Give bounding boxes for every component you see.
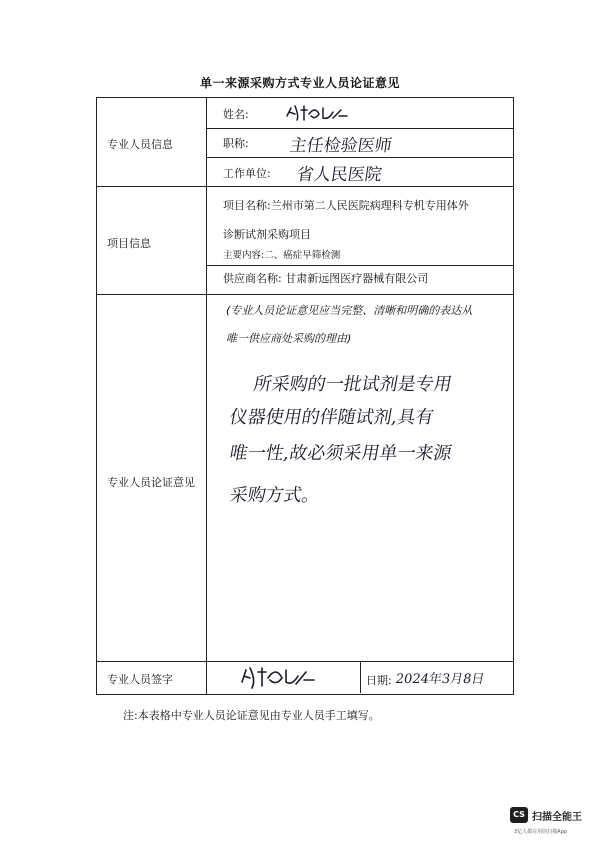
sub-row-divider [206, 157, 513, 158]
row-divider [97, 294, 513, 295]
signature-date-divider [360, 661, 361, 693]
date-value-handwriting: 2024年3月8日 [394, 672, 486, 687]
supplier-name: 供应商名称: 甘肃新远图医疗器械有限公司 [223, 272, 429, 285]
name-field-label: 姓名: [223, 108, 249, 121]
scanner-watermark [510, 805, 582, 841]
opinion-handwriting-line: 唯一性,故必须采用单一来源 [227, 443, 454, 464]
signature-label: 专业人员签字 [107, 673, 173, 686]
name-signature-handwriting [283, 102, 353, 124]
row-divider [97, 661, 513, 662]
opinion-handwriting-line: 所采购的一批试剂是专用 [251, 374, 454, 395]
footnote: 注:本表格中专业人员论证意见由专业人员手工填写。 [123, 709, 380, 722]
project-info-label: 项目信息 [107, 237, 151, 250]
opinion-handwriting-line: 采购方式。 [227, 485, 322, 506]
camscanner-logo-icon: CS [510, 807, 528, 823]
project-name-line1: 项目名称:兰州市第二人民医院病理科专机专用体外 [223, 199, 469, 212]
title-field-label: 职称: [223, 137, 249, 150]
form-table [96, 97, 514, 695]
row-divider [97, 186, 513, 187]
document-title: 单一来源采购方式专业人员论证意见 [199, 76, 400, 90]
expert-info-label: 专业人员信息 [107, 138, 173, 151]
workplace-value-handwriting: 省人民医院 [295, 165, 384, 185]
watermark-tagline: 3亿人都在用的扫描App [514, 829, 567, 835]
watermark-name: 扫描全能王 [532, 812, 582, 823]
project-name-line2: 诊断试剂采购项目 [223, 228, 311, 241]
column-divider [206, 98, 207, 694]
expert-signature-handwriting [238, 664, 318, 692]
title-value-handwriting: 主任检验医师 [288, 136, 394, 156]
sub-row-divider [206, 265, 513, 266]
date-label: 日期: [366, 674, 392, 687]
sub-row-divider [206, 128, 513, 129]
opinion-label: 专业人员论证意见 [107, 476, 195, 489]
main-content: 主要内容:二、癌症早筛检测 [223, 250, 341, 261]
opinion-instruction-line1: (专业人员论证意见应当完整、清晰和明确的表达从 [226, 304, 473, 317]
workplace-field-label: 工作单位: [223, 167, 271, 180]
opinion-instruction-line2: 唯一供应商处采购的理由) [226, 332, 352, 345]
opinion-handwriting-line: 仪器使用的伴随试剂,具有 [227, 407, 436, 428]
